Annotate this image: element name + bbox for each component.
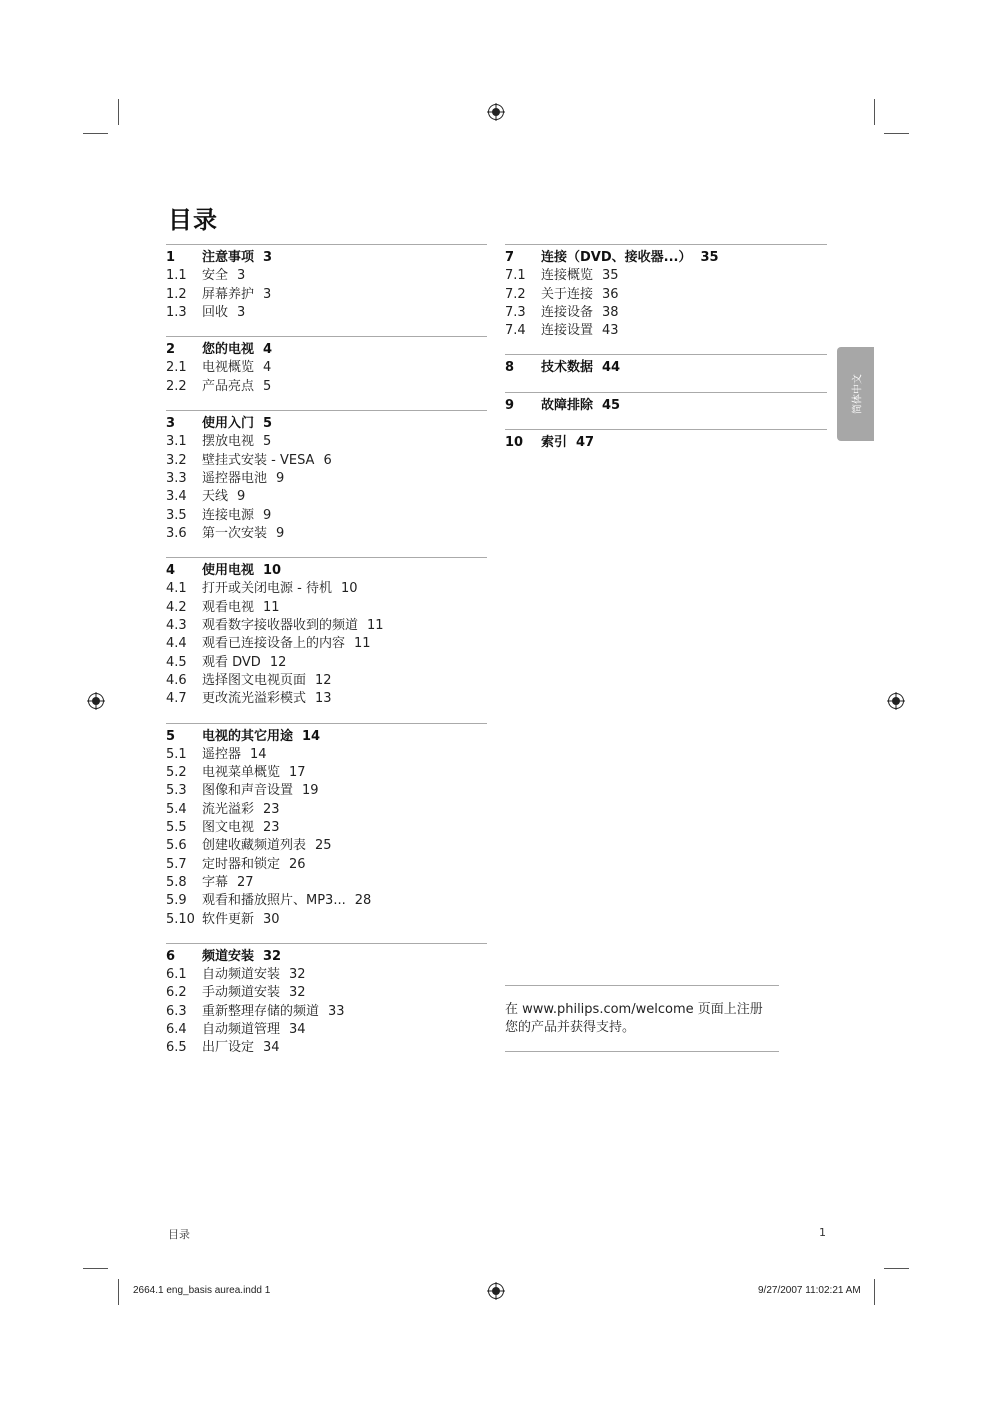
toc-number: 5.6 <box>166 838 187 854</box>
toc-entry-row <box>166 1039 487 1057</box>
toc-number: 2.1 <box>166 360 187 376</box>
toc-chapter-row <box>166 562 487 580</box>
toc-title: 定时器和锁定 <box>202 856 281 872</box>
toc-page-number: 14 <box>302 728 321 744</box>
toc-page-number: 43 <box>602 323 619 339</box>
toc-title: 连接设备 <box>541 304 594 320</box>
toc-title: 屏幕养护 <box>202 286 255 302</box>
toc-page-number: 5 <box>263 378 272 394</box>
toc-title: 连接（DVD、接收器...） <box>541 250 692 265</box>
toc-number: 5.9 <box>166 893 187 909</box>
toc-title: 电视菜单概览 <box>202 765 281 781</box>
toc-number: 6.1 <box>166 967 187 983</box>
registration-mark-icon <box>487 1282 505 1300</box>
toc-number: 4 <box>166 563 176 579</box>
toc-section <box>505 354 827 377</box>
toc-title: 连接设置 <box>541 323 594 339</box>
crop-mark <box>874 1279 875 1305</box>
toc-title: 故障排除 <box>541 397 594 413</box>
toc-title: 回收 <box>202 304 229 320</box>
toc-chapter-row <box>166 948 487 966</box>
toc-entry-row <box>166 672 487 690</box>
toc-number: 10 <box>505 435 524 451</box>
toc-section <box>505 392 827 415</box>
toc-section <box>505 244 827 340</box>
toc-title: 遥控器电池 <box>202 470 268 486</box>
crop-mark <box>884 133 909 134</box>
toc-page-number: 11 <box>367 618 384 634</box>
toc-entry-row <box>505 286 827 304</box>
toc-entry-row <box>166 525 487 543</box>
toc-number: 5.7 <box>166 856 187 872</box>
footer-page-number: 1 <box>819 1226 826 1239</box>
registration-mark-icon <box>87 692 105 710</box>
toc-entry-row <box>166 359 487 377</box>
toc-entry-row <box>166 966 487 984</box>
toc-number: 4.3 <box>166 618 187 634</box>
toc-number: 2.2 <box>166 378 187 394</box>
registration-line: 在 www.philips.com/welcome 页面上注册 <box>505 1002 763 1017</box>
toc-entry-row <box>505 322 827 340</box>
toc-page-number: 27 <box>237 874 254 890</box>
toc-entry-row <box>166 801 487 819</box>
toc-entry-row <box>166 304 487 322</box>
toc-page-number: 6 <box>323 452 332 468</box>
toc-page-number: 10 <box>340 581 358 597</box>
toc-page-number: 47 <box>576 435 595 451</box>
toc-number: 3.3 <box>166 470 187 486</box>
toc-chapter-row <box>166 728 487 746</box>
toc-page-number: 11 <box>263 599 280 615</box>
toc-title: 电视的其它用途 <box>202 728 294 744</box>
footer-section-label: 目录 <box>168 1228 190 1241</box>
toc-page-number: 34 <box>263 1040 280 1056</box>
toc-entry-row <box>166 286 487 304</box>
toc-section <box>505 429 827 452</box>
toc-section <box>166 723 487 929</box>
registration-line: 您的产品并获得支持。 <box>505 1020 636 1035</box>
toc-number: 5.3 <box>166 783 187 799</box>
toc-page-number: 28 <box>354 893 372 909</box>
registration-box <box>505 985 779 1052</box>
toc-page-number: 33 <box>328 1003 345 1019</box>
toc-page-number: 9 <box>263 507 272 523</box>
toc-page-number: 9 <box>237 489 246 505</box>
registration-text <box>505 986 779 1051</box>
print-slug-filename: 2664.1 eng_basis aurea.indd 1 <box>133 1285 271 1296</box>
toc-title: 打开或关闭电源 - 待机 <box>202 581 332 597</box>
toc-page-number: 32 <box>289 967 306 983</box>
toc-title: 您的电视 <box>202 342 255 358</box>
toc-title: 图文电视 <box>202 820 255 836</box>
toc-page-number: 4 <box>263 360 272 376</box>
toc-page-number: 3 <box>263 286 272 302</box>
toc-title: 索引 <box>541 435 568 451</box>
toc-page-number: 9 <box>276 525 285 541</box>
toc-page-number: 12 <box>315 672 332 688</box>
toc-page-number: 10 <box>263 563 282 579</box>
toc-right-column <box>505 244 827 466</box>
toc-entry-row <box>166 819 487 837</box>
toc-entry-row <box>166 378 487 396</box>
toc-entry-row <box>166 911 487 929</box>
toc-entry-row <box>166 635 487 653</box>
toc-number: 2 <box>166 342 176 358</box>
toc-title: 自动频道安装 <box>202 967 281 983</box>
toc-number: 5.4 <box>166 801 187 817</box>
toc-number: 5.2 <box>166 765 187 781</box>
toc-title: 技术数据 <box>541 360 594 376</box>
toc-entry-row <box>505 304 827 322</box>
toc-number: 6 <box>166 948 176 964</box>
toc-page-number: 25 <box>315 838 332 854</box>
toc-page-number: 19 <box>302 783 319 799</box>
toc-chapter-row <box>166 341 487 359</box>
toc-page-number: 35 <box>602 268 619 284</box>
toc-page-number: 23 <box>263 820 280 836</box>
toc-page-number: 45 <box>602 397 621 413</box>
toc-entry-row <box>166 654 487 672</box>
toc-entry-row <box>166 892 487 910</box>
toc-page-number: 3 <box>237 268 246 284</box>
toc-entry-row <box>505 267 827 285</box>
toc-chapter-row <box>505 434 827 452</box>
toc-page-number: 3 <box>263 250 273 265</box>
toc-entry-row <box>166 837 487 855</box>
toc-number: 1 <box>166 250 176 265</box>
toc-number: 7 <box>505 250 515 265</box>
toc-entry-row <box>166 874 487 892</box>
toc-title: 连接电源 <box>202 507 255 523</box>
toc-title: 观看数字接收器收到的频道 <box>202 618 359 634</box>
toc-title: 注意事项 <box>202 250 255 265</box>
toc-number: 5.1 <box>166 746 187 762</box>
toc-title: 频道安装 <box>202 948 255 964</box>
crop-mark <box>118 99 119 125</box>
toc-page-number: 14 <box>250 746 267 762</box>
toc-page-number: 4 <box>263 342 273 358</box>
toc-number: 4.1 <box>166 581 187 597</box>
toc-title: 壁挂式安装 - VESA <box>202 452 315 468</box>
toc-page-number: 30 <box>263 911 280 927</box>
toc-page-number: 5 <box>263 416 273 432</box>
toc-page-number: 23 <box>263 801 280 817</box>
toc-title: 软件更新 <box>202 911 255 927</box>
toc-number: 3.2 <box>166 452 187 468</box>
toc-section <box>166 336 487 396</box>
toc-title: 重新整理存储的频道 <box>202 1003 320 1019</box>
language-tab <box>837 347 874 441</box>
toc-number: 4.4 <box>166 636 187 652</box>
toc-title: 手动频道安装 <box>202 985 281 1001</box>
toc-title: 使用入门 <box>202 416 255 432</box>
print-slug-timestamp: 9/27/2007 11:02:21 AM <box>758 1285 861 1296</box>
page-title: 目录 <box>168 206 218 234</box>
toc-entry-row <box>166 746 487 764</box>
toc-title: 观看 DVD <box>202 654 261 670</box>
toc-page-number: 34 <box>289 1021 306 1037</box>
toc-title: 图像和声音设置 <box>202 783 294 799</box>
toc-title: 关于连接 <box>541 286 594 302</box>
toc-title: 观看和播放照片、MP3... <box>202 893 346 909</box>
toc-chapter-row <box>166 415 487 433</box>
toc-page-number: 12 <box>269 654 287 670</box>
toc-number: 4.2 <box>166 599 187 615</box>
crop-mark <box>118 1279 119 1305</box>
toc-number: 5.8 <box>166 874 187 890</box>
toc-title: 连接概览 <box>541 268 594 284</box>
toc-number: 3 <box>166 416 176 432</box>
toc-number: 1.1 <box>166 268 187 284</box>
toc-title: 产品亮点 <box>202 378 255 394</box>
toc-section <box>166 410 487 543</box>
toc-entry-row <box>166 764 487 782</box>
toc-entry-row <box>166 507 487 525</box>
toc-page-number: 32 <box>289 985 306 1001</box>
toc-page-number: 13 <box>315 691 332 707</box>
toc-title: 安全 <box>202 268 229 284</box>
toc-number: 1.3 <box>166 304 187 320</box>
registration-mark-icon <box>487 103 505 121</box>
toc-page-number: 9 <box>276 470 285 486</box>
toc-title: 字幕 <box>202 874 229 890</box>
crop-mark <box>874 99 875 125</box>
toc-number: 9 <box>505 397 515 413</box>
toc-number: 5 <box>166 728 176 744</box>
toc-number: 6.5 <box>166 1040 187 1056</box>
toc-section <box>166 943 487 1058</box>
toc-number: 4.5 <box>166 654 187 670</box>
toc-number: 6.4 <box>166 1021 187 1037</box>
toc-page-number: 35 <box>700 250 719 265</box>
toc-entry-row <box>166 599 487 617</box>
toc-number: 1.2 <box>166 286 187 302</box>
toc-number: 7.2 <box>505 286 526 302</box>
toc-page-number: 3 <box>237 304 246 320</box>
toc-page-number: 32 <box>263 948 282 964</box>
crop-mark <box>83 133 108 134</box>
toc-title: 出厂设定 <box>202 1040 255 1056</box>
toc-page-number: 36 <box>602 286 619 302</box>
toc-chapter-row <box>505 249 827 267</box>
toc-entry-row <box>166 690 487 708</box>
toc-number: 7.4 <box>505 323 526 339</box>
toc-page-number: 11 <box>354 636 371 652</box>
crop-mark <box>83 1268 108 1269</box>
toc-entry-row <box>166 782 487 800</box>
toc-number: 3.4 <box>166 489 187 505</box>
toc-number: 6.3 <box>166 1003 187 1019</box>
toc-title: 更改流光溢彩模式 <box>202 691 307 707</box>
toc-title: 观看已连接设备上的内容 <box>202 636 346 652</box>
toc-chapter-row <box>505 397 827 415</box>
toc-number: 3.6 <box>166 525 187 541</box>
toc-section <box>166 557 487 708</box>
toc-title: 流光溢彩 <box>202 801 255 817</box>
toc-page-number: 38 <box>602 304 619 320</box>
toc-number: 4.7 <box>166 691 187 707</box>
toc-page-number: 26 <box>289 856 306 872</box>
toc-entry-row <box>166 433 487 451</box>
toc-entry-row <box>166 1003 487 1021</box>
divider <box>505 1051 779 1052</box>
crop-mark <box>884 1268 909 1269</box>
toc-entry-row <box>166 580 487 598</box>
toc-entry-row <box>166 1021 487 1039</box>
registration-mark-icon <box>887 692 905 710</box>
toc-number: 8 <box>505 360 515 376</box>
toc-number: 5.5 <box>166 820 187 836</box>
toc-title: 遥控器 <box>202 746 242 762</box>
toc-title: 第一次安装 <box>202 525 268 541</box>
toc-entry-row <box>166 452 487 470</box>
toc-section <box>166 244 487 322</box>
toc-title: 天线 <box>202 489 229 505</box>
toc-left-column <box>166 244 487 1072</box>
toc-title: 使用电视 <box>202 563 255 579</box>
toc-entry-row <box>166 617 487 635</box>
toc-number: 5.10 <box>166 911 195 927</box>
toc-title: 自动频道管理 <box>202 1021 281 1037</box>
toc-page-number: 44 <box>602 360 621 376</box>
toc-entry-row <box>166 984 487 1002</box>
toc-number: 7.1 <box>505 268 526 284</box>
toc-page-number: 17 <box>289 765 306 781</box>
toc-number: 4.6 <box>166 672 187 688</box>
toc-entry-row <box>166 856 487 874</box>
toc-title: 创建收藏频道列表 <box>202 838 307 854</box>
toc-page-number: 5 <box>263 434 272 450</box>
toc-title: 电视概览 <box>202 360 255 376</box>
toc-entry-row <box>166 488 487 506</box>
toc-number: 3.5 <box>166 507 187 523</box>
toc-chapter-row <box>505 359 827 377</box>
toc-entry-row <box>166 470 487 488</box>
toc-number: 3.1 <box>166 434 187 450</box>
toc-number: 6.2 <box>166 985 187 1001</box>
toc-number: 7.3 <box>505 304 526 320</box>
toc-title: 观看电视 <box>202 599 255 615</box>
toc-title: 摆放电视 <box>202 434 255 450</box>
language-tab-label: 简体中文 <box>852 374 863 414</box>
toc-chapter-row <box>166 249 487 267</box>
toc-entry-row <box>166 267 487 285</box>
toc-title: 选择图文电视页面 <box>202 672 307 688</box>
